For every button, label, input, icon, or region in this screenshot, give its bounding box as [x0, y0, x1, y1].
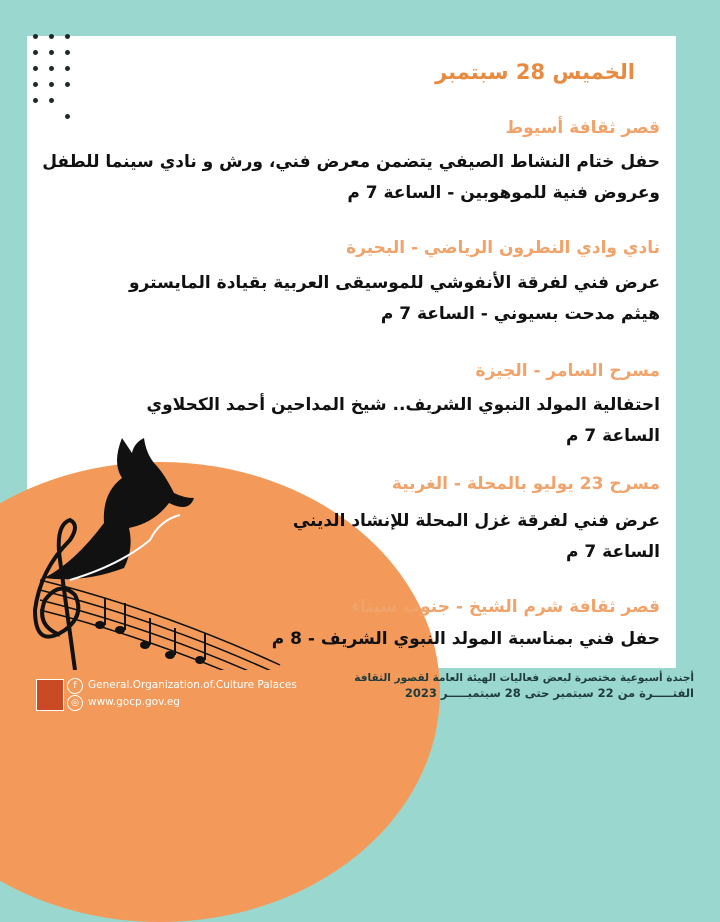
website-link[interactable]: www.gocp.gov.eg [88, 696, 180, 708]
event-venue: مسرح 23 يوليو بالمحلة - الغربية [391, 474, 660, 494]
event-description [293, 506, 660, 568]
organization-name[interactable]: General.Organization.of.Culture Palaces [88, 679, 297, 691]
event-venue: قصر ثقافة أسيوط [505, 118, 660, 138]
event-line: عرض فني لفرقة غزل المحلة للإنشاد الديني [292, 511, 660, 531]
event-description [272, 624, 660, 655]
event-line: حفل ختام النشاط الصيفي يتضمن معرض فني، ورش و نادي سينما للطفل [42, 152, 660, 172]
event-venue: قصر ثقافة شرم الشيخ - جنوب سيناء [351, 597, 660, 617]
event-line: هيثم مدحت بسيوني - الساعة 7 م [380, 304, 660, 324]
event-line: حفل فني بمناسبة المولد النبوي الشريف - 8 م [271, 629, 660, 649]
event-line: عرض فني لفرقة الأنفوشي للموسيقى العربية بقيادة المايسترو [128, 273, 660, 293]
event-line: الساعة 7 م [566, 542, 660, 562]
event-description [129, 268, 660, 330]
event-line: وعروض فنية للموهوبين - الساعة 7 م [347, 183, 660, 203]
agenda-period: الفتـــــرة من 22 سبتمبر حتى 28 سبتمبـــــر 2023 [404, 686, 694, 700]
organization-info [36, 677, 296, 713]
agenda-caption [354, 671, 694, 701]
event-venue: مسرح السامر - الجيزة [475, 361, 660, 381]
event-venue: نادي وادي النطرون الرياضي - البحيرة [346, 238, 660, 258]
event-description [147, 390, 660, 452]
event-line: الساعة 7 م [566, 426, 660, 446]
event-line: احتفالية المولد النبوي الشريف.. شيخ المداحين أحمد الكحلاوي [146, 395, 660, 415]
organization-logo [36, 679, 64, 711]
page-title: الخميس 28 سبتمبر [435, 60, 635, 84]
facebook-icon[interactable]: f [67, 678, 83, 694]
event-description [42, 147, 660, 209]
globe-icon[interactable]: ◎ [67, 695, 83, 711]
decorative-dots [33, 34, 73, 126]
music-dancer-illustration [0, 420, 300, 670]
agenda-line: أجندة أسبوعية مختصرة لبعض فعاليات الهيئة العامة لقصور الثقافة [354, 672, 694, 684]
footer [0, 668, 720, 718]
